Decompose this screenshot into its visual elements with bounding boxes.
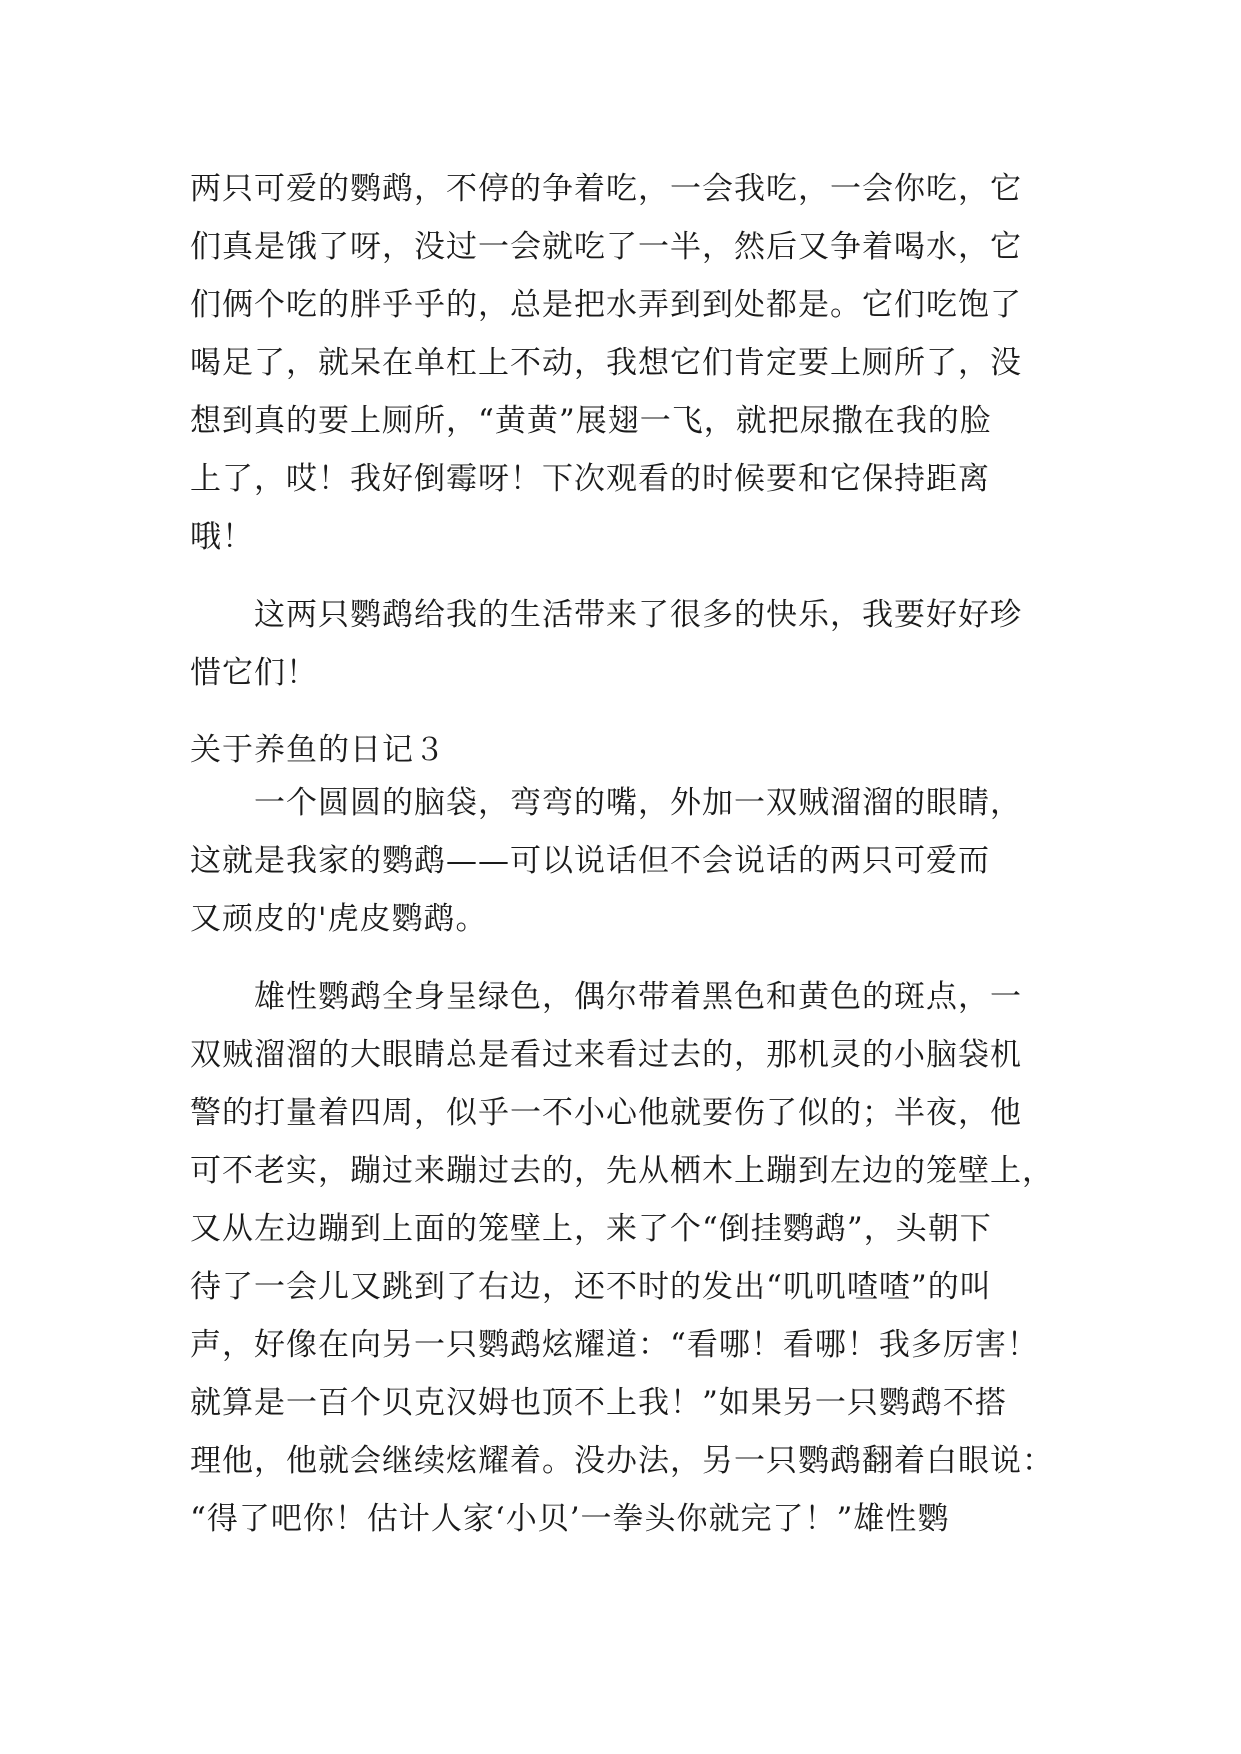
text-line: 声，好像在向另一只鹦鹉炫耀道：“看哪！看哪！我多厉害！ [190, 1327, 1039, 1363]
text-line: 哦！ [190, 519, 254, 555]
paragraph-1 [190, 160, 1050, 566]
text-line: 警的打量着四周，似乎一不小心他就要伤了似的；半夜，他 [190, 1095, 1022, 1131]
text-line: 雄性鹦鹉全身呈绿色，偶尔带着黑色和黄色的斑点，一 [190, 979, 1022, 1015]
document-body [190, 160, 1054, 1548]
paragraph-4 [190, 968, 1054, 1548]
text-line: 这就是我家的鹦鹉——可以说话但不会说话的两只可爱而 [190, 843, 990, 879]
text-line: 两只可爱的鹦鹉，不停的争着吃，一会我吃，一会你吃，它 [190, 171, 1022, 207]
text-line: 们真是饿了呀，没过一会就吃了一半，然后又争着喝水，它 [190, 229, 1022, 265]
text-line: 们俩个吃的胖乎乎的，总是把水弄到到处都是。它们吃饱了 [190, 287, 1022, 323]
text-line: 就算是一百个贝克汉姆也顶不上我！”如果另一只鹦鹉不搭 [190, 1385, 1007, 1421]
section-heading: 关于养鱼的日记３ [190, 732, 446, 768]
text-line: 一个圆圆的脑袋，弯弯的嘴，外加一双贼溜溜的眼睛， [190, 785, 1022, 821]
text-line: 这两只鹦鹉给我的生活带来了很多的快乐，我要好好珍 [190, 597, 1022, 633]
text-line: 又顽皮的'虎皮鹦鹉。 [190, 901, 488, 937]
paragraph-spacer [190, 948, 1050, 968]
paragraph-3 [190, 774, 1050, 948]
text-line: 喝足了，就呆在单杠上不动，我想它们肯定要上厕所了，没 [190, 345, 1022, 381]
text-line: 惜它们！ [190, 655, 318, 691]
text-line: 理他，他就会继续炫耀着。没办法，另一只鹦鹉翻着白眼说： [190, 1443, 1054, 1479]
text-line: 可不老实，蹦过来蹦过去的，先从栖木上蹦到左边的笼壁上， [190, 1153, 1054, 1189]
text-line: 双贼溜溜的大眼睛总是看过来看过去的，那机灵的小脑袋机 [190, 1037, 1022, 1073]
text-line: 待了一会儿又跳到了右边，还不时的发出“叽叽喳喳”的叫 [190, 1269, 992, 1305]
text-line: “得了吧你！估计人家‘小贝’一拳头你就完了！”雄性鹦 [190, 1501, 950, 1537]
paragraph-2 [190, 586, 1050, 702]
text-line: 想到真的要上厕所，“黄黄”展翅一飞，就把尿撒在我的脸 [190, 403, 992, 439]
text-line: 上了，哎！我好倒霉呀！下次观看的时候要和它保持距离 [190, 461, 990, 497]
section-spacer [190, 702, 1050, 726]
text-line: 又从左边蹦到上面的笼壁上，来了个“倒挂鹦鹉”，头朝下 [190, 1211, 992, 1247]
paragraph-spacer [190, 566, 1050, 586]
